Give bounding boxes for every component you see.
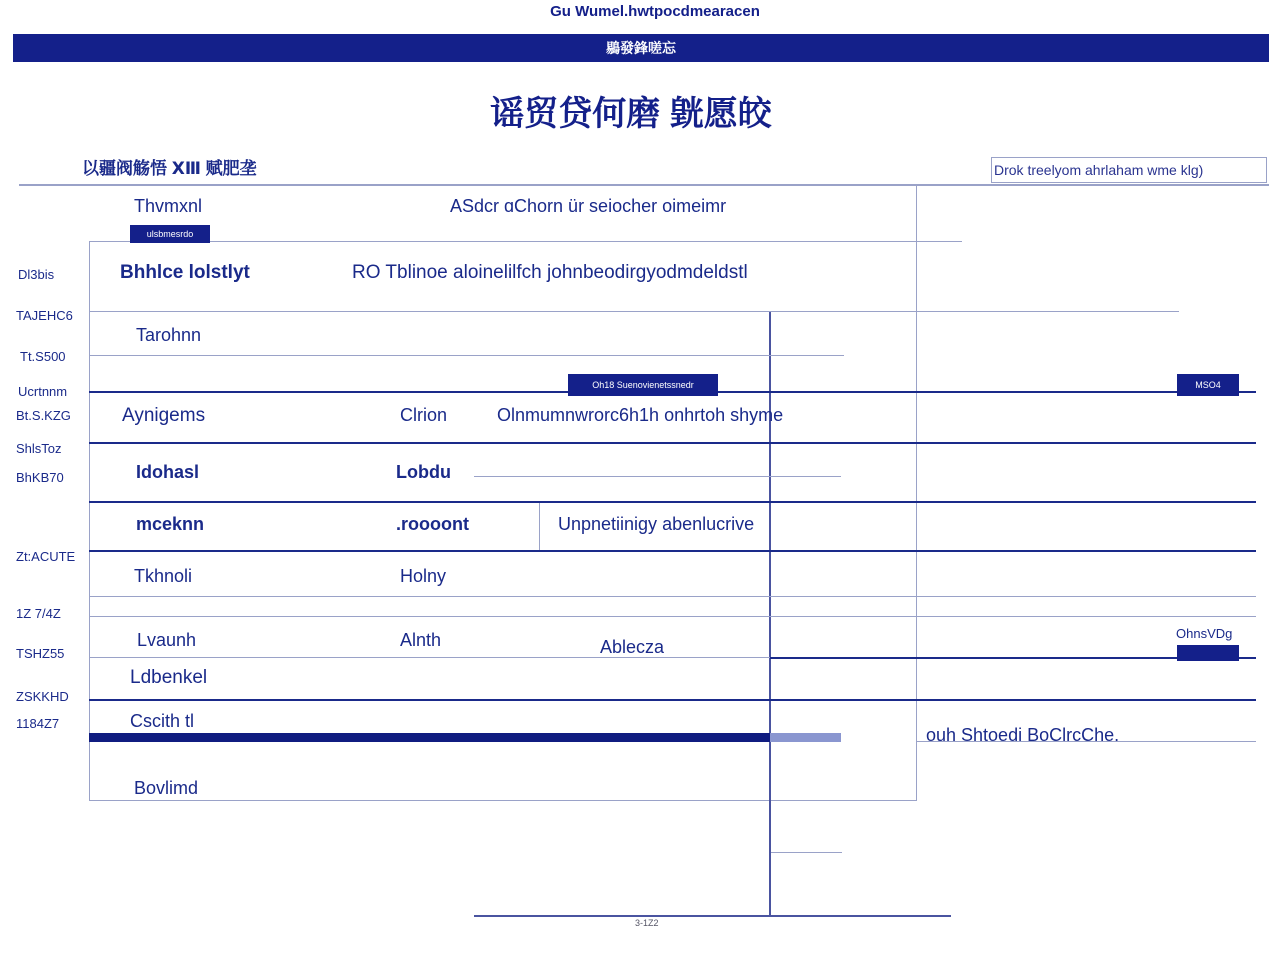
row-rule-10 <box>89 616 1256 617</box>
footer-note: 3-1Z2 <box>635 918 659 928</box>
row-label: Aynigems <box>122 405 206 426</box>
row-rule-6 <box>474 476 841 477</box>
document-subtitle: 以疆阀觞悟 ⅩⅢ 赋肥垄 <box>82 159 257 178</box>
reference-box: Drok treelyom ahrlaham wme klg) <box>991 157 1267 183</box>
side-code: Zt:ACUTE <box>16 549 76 564</box>
side-code: Bt.S.KZG <box>16 408 71 423</box>
table-bottom-border <box>89 800 917 801</box>
row-desc: Ablecza <box>600 637 665 657</box>
highlight-bar-dark <box>89 733 770 742</box>
row-mid: Alnth <box>400 630 442 650</box>
footer-rule <box>474 915 951 917</box>
side-code: ZSKKHD <box>16 689 69 704</box>
table-top-rule <box>19 184 1269 186</box>
header-desc-label: ASdcr ɑChorn ür seiocher oimeimr <box>450 196 727 216</box>
row-rule-2 <box>89 311 1179 312</box>
side-code: TAJEHC6 <box>16 308 73 323</box>
row-rule-3 <box>89 355 844 356</box>
side-code: TSHZ55 <box>16 646 65 661</box>
row-mid: Clrion <box>400 405 448 425</box>
table-left-border <box>89 241 90 801</box>
side-code: BhKB70 <box>16 470 64 485</box>
page-title: 谣贸贷何磨 皝愿皎 <box>490 95 772 133</box>
row-rule-5 <box>89 442 1256 444</box>
row-mid: .roooont <box>396 514 469 534</box>
row-label: Ldbenkel <box>130 667 208 688</box>
row-rule-15 <box>771 852 842 853</box>
header-left-label: Thvmxnl <box>134 196 203 216</box>
row-desc: Unpnetiinigy abenlucrive <box>558 514 755 534</box>
right-note: ouh Shtoedi BoClrcChe. <box>926 725 1120 745</box>
row-label: mceknn <box>136 514 205 534</box>
row-rule-9 <box>89 596 1256 597</box>
row-label: Tkhnoli <box>134 566 193 586</box>
side-code: 1Z 7/4Z <box>16 606 61 621</box>
row-label: Bovlimd <box>134 778 199 798</box>
header-banner: 鶍發鋒嗟忘 <box>13 34 1269 62</box>
row-label: Bhhlce lolstlyt <box>120 262 250 283</box>
side-code: Ucrtnnm <box>18 384 68 399</box>
side-code: 1184Z7 <box>16 716 60 731</box>
side-code: Tt.S500 <box>20 349 66 364</box>
row-rule-13 <box>89 699 1256 701</box>
row-label: Cscith tl <box>130 711 195 731</box>
tag-right-mid-label: OhnsVDg <box>1176 626 1233 641</box>
tag-right-top: MSO4 <box>1177 374 1239 396</box>
table-center-divider <box>769 312 771 915</box>
side-code: Dl3bis <box>18 267 55 282</box>
row-desc: RO Tblinoe aloinelilfch johnbeodirgyodmdeldstl <box>352 262 748 283</box>
row-label: Lvaunh <box>137 630 197 650</box>
tag-under-header: ulsbmesrdo <box>130 225 210 243</box>
side-code: ShlsToz <box>16 441 62 456</box>
row-mid: Holny <box>400 566 447 586</box>
row-rule-8 <box>89 550 1256 552</box>
table-right-border <box>916 184 917 801</box>
desc-column-divider <box>539 502 540 551</box>
row-rule-7 <box>89 501 1256 503</box>
tag-right-mid-bar <box>1177 645 1239 661</box>
row-rule-1 <box>89 241 962 242</box>
row-mid: Lobdu <box>396 462 451 482</box>
row-label: Tarohnn <box>136 325 202 345</box>
tag-middle: Oh18 Suenovienetssnedr <box>568 374 718 396</box>
row-desc: Olnmumnwrorc6h1h onhrtoh shyme <box>497 405 784 425</box>
row-rule-12 <box>89 657 770 658</box>
highlight-bar-light <box>770 733 841 742</box>
row-label: Idohasl <box>136 462 200 482</box>
header-url-text: Gu Wumel.hwtpocdmearacen <box>550 3 760 20</box>
